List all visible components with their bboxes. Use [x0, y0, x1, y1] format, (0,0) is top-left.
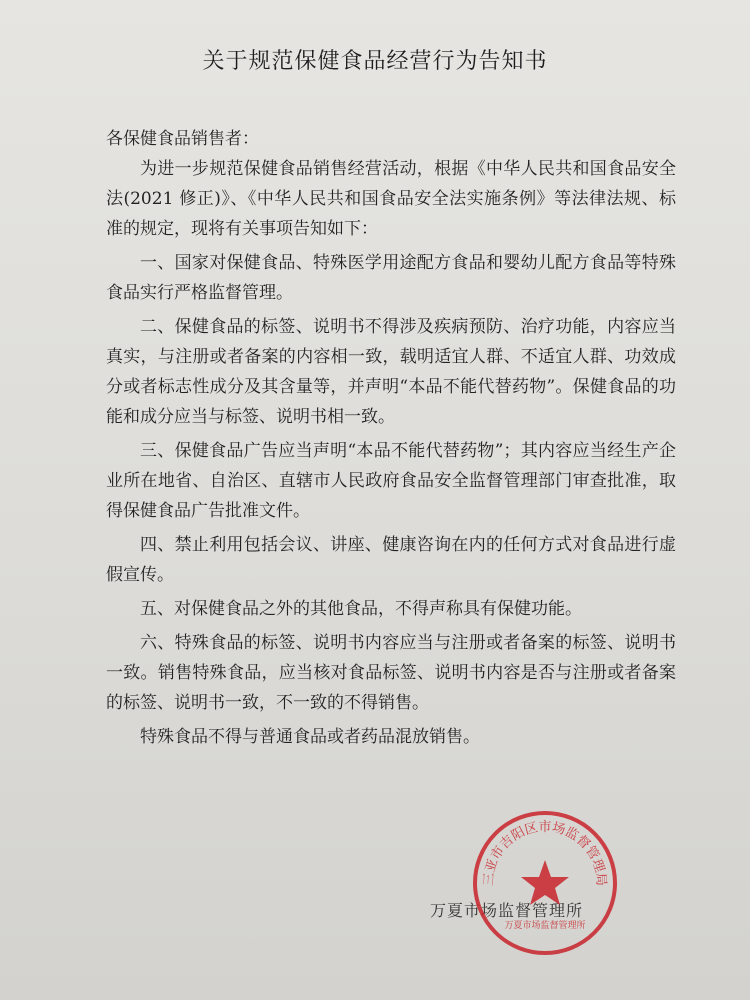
- paragraph-item-6: 六、特殊食品的标签、说明书内容应当与注册或者备案的标签、说明书一致。销售特殊食品，应当核对食品标签、说明书内容是否与注册或者备案的标签、说明书一致，不一致的不得销售。: [106, 633, 676, 713]
- paragraph-closing: 特殊食品不得与普通食品或者药品混放销售。: [140, 727, 480, 747]
- paragraph-item-3: 三、保健食品广告应当声明“本品不能代替药物”；其内容应当经生产企业所在地省、自治区、直辖市人民政府食品安全监督管理部门审查批准，取得保健食品广告批准文件。: [106, 441, 676, 521]
- official-seal-stamp: [470, 808, 620, 958]
- paragraph-item-5: 五、对保健食品之外的其他食品，不得声称具有保健功能。: [140, 599, 582, 619]
- paragraph-item-4: 四、禁止利用包括会议、讲座、健康咨询在内的任何方式对食品进行虚假宣传。: [106, 535, 676, 585]
- document-body: [106, 154, 676, 752]
- issuer-signature: 万夏市场监督管理所: [430, 901, 584, 920]
- document-title: 关于规范保健食品经营行为告知书: [202, 49, 548, 74]
- seal-graphic: [470, 808, 620, 958]
- paragraph-item-1: 一、国家对保健食品、特殊医学用途配方食品和婴幼儿配方食品等特殊食品实行严格监督管理。: [106, 253, 676, 303]
- paragraph-intro: 为进一步规范保健食品销售经营活动，根据《中华人民共和国食品安全法(2021 修正)》、《中华人民共和国食品安全法实施条例》等法律法规、标准的规定，现将有关事项告知如下：: [106, 159, 676, 239]
- seal-star-icon: [521, 860, 569, 905]
- paragraph-item-2: 二、保健食品的标签、说明书不得涉及疾病预防、治疗功能，内容应当真实，与注册或者备案的内容相一致，载明适宜人群、不适宜人群、功效成分或者标志性成分及其含量等，并声明“本品不能代替药物”。保健食品的功能和成分应当与标签、说明书相一致。: [106, 317, 676, 427]
- salutation: 各保健食品销售者：: [106, 129, 259, 149]
- seal-inner-text: 万夏市场监督管理所: [504, 921, 586, 931]
- seal-ring-text: 三亚市吉阳区市场监督管理局: [481, 820, 609, 887]
